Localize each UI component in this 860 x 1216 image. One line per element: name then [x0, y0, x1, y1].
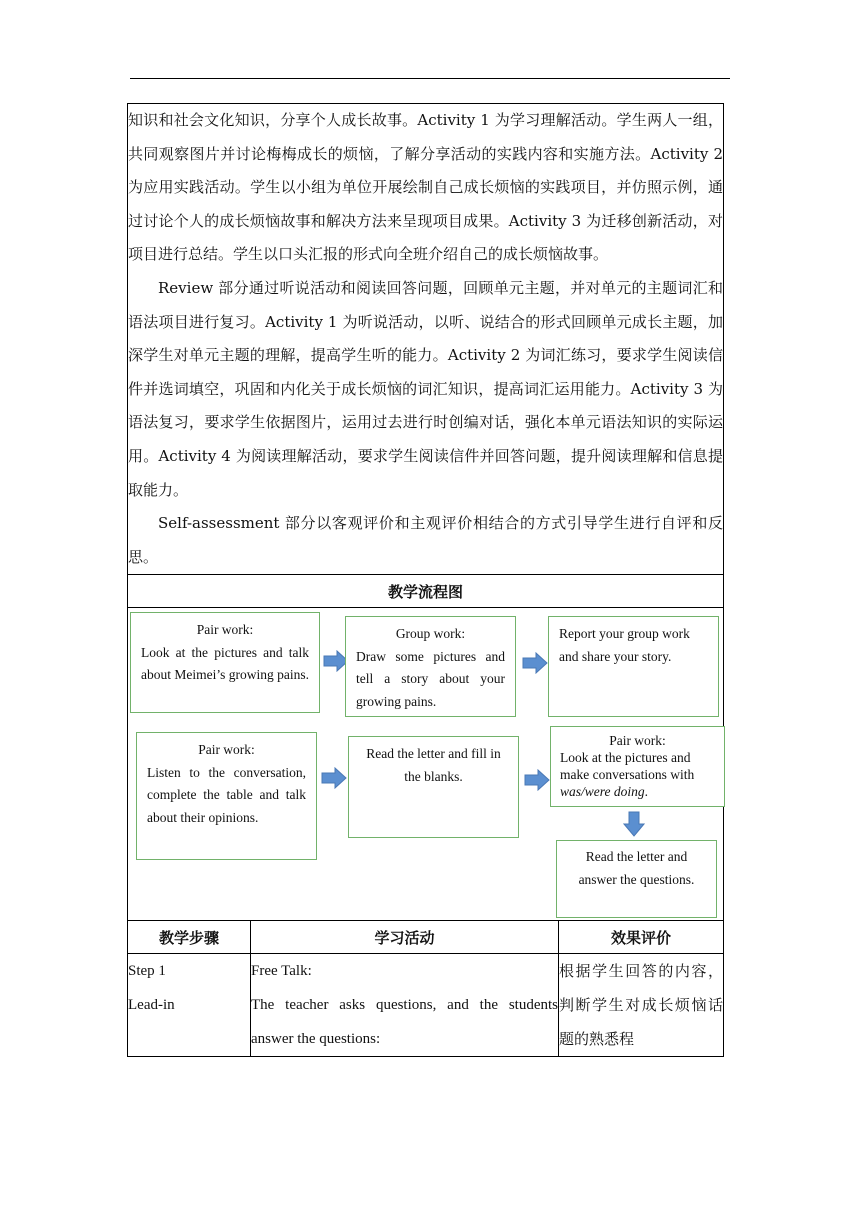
- flow-box-answer-questions: [556, 840, 717, 918]
- right-arrow-icon: [321, 767, 347, 789]
- step-name: Lead-in: [128, 997, 175, 1014]
- activity-title: Free Talk:: [251, 963, 312, 980]
- flow-box-body: [560, 749, 715, 800]
- flow-box-pair-work-meimei: [130, 612, 320, 713]
- flow-box-body: Listen to the conversation, complete the table and talk about their opinions.: [147, 764, 306, 825]
- intro-paragraph-2: Review 部分通过听说活动和阅读回答问题，回顾单元主题，并对单元的主题词汇和语法项目进行复习。Activity 1 为听说活动，以听、说结合的形式回顾单元成长主题，加深学生对单元主题的理解，提高学生听的能力。Activity 2 为词汇练习，要求学生阅读信件并选词填空，巩固和内化关于成长烦恼的词汇知识，提高词汇运用能力。Activity 3 为语法复习，要求学生依据图片，运用过去进行时创编对话，强化本单元语法知识的实际运用。Activity 4 为阅读理解活动，要求学生阅读信件并回答问题，提升阅读理解和信息提取能力。: [128, 278, 724, 499]
- flow-box-fill-blanks: [348, 736, 519, 838]
- flow-box-body-end: .: [644, 784, 649, 800]
- lesson-plan-table: [127, 103, 724, 1057]
- flow-box-pair-work-conversations: [550, 726, 725, 807]
- step-number: Step 1: [128, 963, 166, 980]
- header-rule: [130, 78, 730, 79]
- evaluation-cell: 根据学生回答的内容，判断学生对成长烦恼话题的熟悉程: [559, 954, 724, 1057]
- intro-paragraph-3: Self-assessment 部分以客观评价和主观评价相结合的方式引导学生进行自评和反思。: [128, 514, 724, 566]
- right-arrow-icon: [522, 652, 548, 674]
- intro-paragraph-1: 知识和社会文化知识，分享个人成长故事。Activity 1 为学习理解活动。学生两人一组，共同观察图片并讨论梅梅成长的烦恼，了解分享活动的实践内容和实施方法。Activity 2 为应用实践活动。学生以小组为单位开展绘制自己成长烦恼的实践项目，并仿照示例，通过讨论个人的成长烦恼故事和解决方法来呈现项目成果。Activity 3 为迁移创新活动，对项目进行总结。学生以口头汇报的形式向全班介绍自己的成长烦恼故事。: [128, 111, 724, 264]
- flow-box-body: Read the letter and fill in the blanks.: [366, 746, 501, 784]
- flow-box-title: Pair work:: [198, 742, 255, 758]
- flow-box-report: [548, 616, 719, 717]
- flow-box-body: Look at the pictures and talk about Meimei’s growing pains.: [141, 644, 309, 683]
- flow-box-body: Report your group work and share your story.: [559, 626, 690, 664]
- column-header-row: [128, 921, 724, 954]
- flow-box-title: Pair work:: [196, 622, 254, 638]
- right-arrow-icon: [524, 769, 550, 791]
- column-header-activities: 学习活动: [251, 921, 559, 954]
- flowchart-row: [128, 608, 724, 921]
- flowchart-title: 教学流程图: [128, 575, 724, 608]
- intro-cell: [128, 104, 724, 575]
- step-cell: [128, 954, 251, 1057]
- flow-box-body: Draw some pictures and tell a story about your growing pains.: [356, 648, 505, 709]
- activity-body: The teacher asks questions, and the students answer the questions:: [251, 997, 558, 1048]
- flowchart-cell: [128, 608, 724, 921]
- column-header-steps: 教学步骤: [128, 921, 251, 954]
- flowchart-title-row: [128, 575, 724, 608]
- flow-box-body-text: Look at the pictures and make conversations with: [560, 750, 695, 783]
- column-header-evaluation: 效果评价: [559, 921, 724, 954]
- down-arrow-icon: [623, 811, 645, 837]
- flowchart: [128, 608, 724, 920]
- flow-box-group-work: [345, 616, 516, 717]
- intro-row: [128, 104, 724, 575]
- flow-box-body-italic: was/were doing: [560, 784, 645, 800]
- table-row: [128, 954, 724, 1057]
- activity-cell: [251, 954, 559, 1057]
- flow-box-title: Pair work:: [609, 733, 666, 749]
- flow-box-body: Read the letter and answer the questions.: [578, 849, 695, 887]
- flow-box-title: Group work:: [395, 626, 466, 642]
- flow-box-pair-work-listen: [136, 732, 317, 860]
